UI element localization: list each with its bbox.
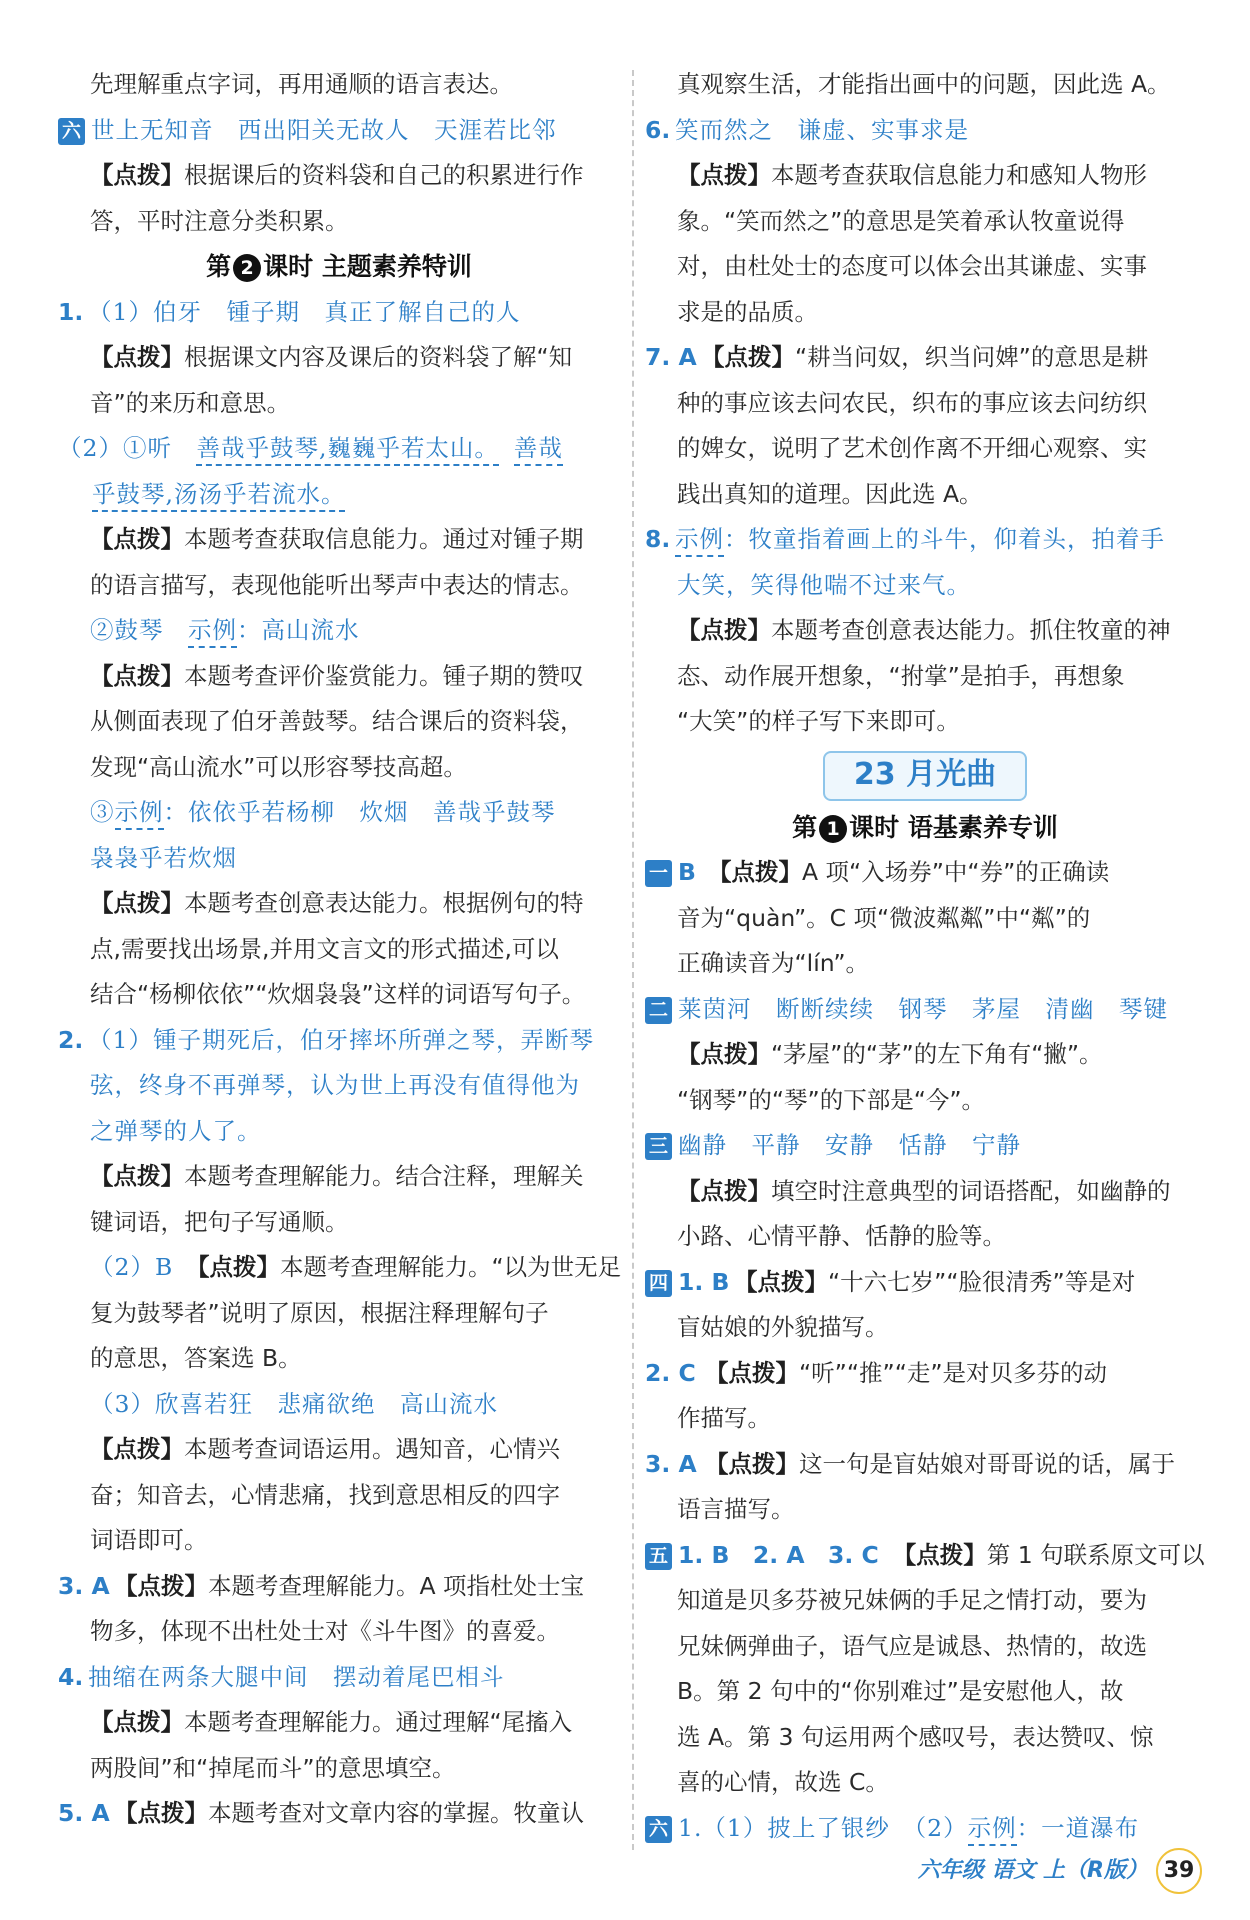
tip-tag: 【点拨】 bbox=[90, 1162, 184, 1190]
question-8 bbox=[645, 517, 1205, 563]
question-3 bbox=[58, 1564, 620, 1610]
heading-pre: 第 bbox=[206, 252, 232, 281]
text-line: 真观察生活，才能指出画中的问题，因此选 A。 bbox=[677, 70, 1171, 98]
answer-six bbox=[58, 108, 620, 154]
tip-text: 这一句是盲姑娘对哥哥说的话，属于 bbox=[799, 1449, 1175, 1478]
left-column bbox=[58, 62, 620, 1837]
tip-text: 第 1 句联系原文可以 bbox=[986, 1540, 1205, 1569]
tip-line bbox=[645, 1169, 1205, 1215]
text-line: 先理解重点字词，再用通顺的语言表达。 bbox=[90, 70, 513, 98]
answer-text: ：依依乎若杨柳 炊烟 善哉乎鼓琴 bbox=[163, 798, 556, 826]
tip-text: 本题考查获取信息能力和感知人物形 bbox=[771, 161, 1147, 189]
tip-tag: 【点拨】 bbox=[90, 661, 184, 690]
tip-text: 本题考查理解能力。A 项指杜处士宝 bbox=[208, 1571, 585, 1600]
question-1 bbox=[58, 290, 620, 336]
answer-line bbox=[58, 472, 620, 518]
section-three bbox=[645, 1123, 1205, 1169]
tip-line: 的语言描写，表现他能听出琴声中表达的情志。 bbox=[90, 570, 584, 599]
section-five-badge: 五 bbox=[645, 1543, 672, 1570]
answer-text: 乎鼓琴,汤汤乎若流水。 bbox=[92, 480, 345, 512]
tip-text: 本题考查对文章内容的掌握。牧童认 bbox=[208, 1799, 584, 1827]
tip-line: 种的事应该去问农民，织布的事应该去问纺织 bbox=[677, 388, 1147, 417]
tip-line bbox=[58, 1427, 620, 1473]
question-2 bbox=[58, 1018, 620, 1064]
tip-line: 兄妹俩弹曲子，语气应是诚恳、热情的，故选 bbox=[677, 1631, 1147, 1660]
tip-tag: 【点拨】 bbox=[705, 1449, 799, 1478]
lesson-heading bbox=[645, 805, 1205, 851]
tip-text: “茅屋”的“茅”的左下角有“撇”。 bbox=[771, 1040, 1103, 1068]
tip-line: 的婢女，说明了艺术创作离不开细心观察、实 bbox=[677, 434, 1147, 462]
section-six bbox=[645, 1806, 1205, 1852]
tip-line bbox=[58, 1700, 620, 1746]
answer-text: （3）欣喜若狂 悲痛欲绝 高山流水 bbox=[90, 1389, 498, 1418]
tip-tag: 【点拨】 bbox=[677, 1040, 771, 1068]
tip-tag: 【点拨】 bbox=[90, 343, 184, 371]
tip-line: 复为鼓琴者”说明了原因，根据注释理解句子 bbox=[90, 1298, 549, 1327]
answer-line bbox=[58, 1063, 620, 1109]
tip-line bbox=[58, 881, 620, 927]
section-six-badge: 六 bbox=[58, 118, 85, 145]
section-one-badge: 一 bbox=[645, 860, 672, 887]
section-four bbox=[645, 1260, 1205, 1306]
tip-line: 的意思，答案选 B。 bbox=[90, 1344, 302, 1372]
tip-line bbox=[58, 335, 620, 381]
lesson-title: 23 月光曲 bbox=[823, 751, 1027, 801]
tip-line: 答，平时注意分类积累。 bbox=[90, 206, 349, 235]
heading-text: 课时 主题素养特训 bbox=[263, 252, 472, 281]
section-two bbox=[645, 987, 1205, 1033]
tip-text: 本题考查理解能力。通过理解“尾搐入 bbox=[184, 1708, 573, 1736]
question-number: 2. bbox=[58, 1025, 84, 1054]
tip-text: 本题考查创意表达能力。根据例句的特 bbox=[184, 889, 584, 917]
tip-text: “听”“推”“走”是对贝多芬的动 bbox=[799, 1358, 1108, 1387]
tip-tag: 【点拨】 bbox=[197, 1253, 280, 1281]
tip-line: 态、动作展开想象，“拊掌”是拍手，再想象 bbox=[677, 661, 1125, 690]
answer-line bbox=[58, 1382, 620, 1428]
tip-line: 语言描写。 bbox=[677, 1495, 795, 1523]
tip-line bbox=[58, 654, 620, 700]
tip-line: 践出真知的道理。因此选 A。 bbox=[677, 479, 983, 508]
answer-text: ③ bbox=[90, 798, 115, 826]
question-number: 1. bbox=[58, 297, 84, 326]
tip-line: 结合“杨柳依依”“炊烟袅袅”这样的词语写句子。 bbox=[90, 980, 586, 1008]
question-number: 7. A bbox=[645, 343, 697, 371]
question-5 bbox=[58, 1791, 620, 1837]
lesson-heading bbox=[58, 244, 620, 290]
tip-tag: 【点拨】 bbox=[90, 525, 184, 553]
tip-line: 象。“笑而然之”的意思是笑着承认牧童说得 bbox=[677, 206, 1125, 235]
answer-text: 笑而然之 谦虚、实事求是 bbox=[675, 115, 969, 144]
tip-tag: 【点拨】 bbox=[90, 889, 184, 917]
tip-line: 知道是贝多芬被兄妹俩的手足之情打动，要为 bbox=[677, 1586, 1147, 1614]
tip-line bbox=[58, 1154, 620, 1200]
tip-line: 两股间”和“掉尾而斗”的意思填空。 bbox=[90, 1753, 456, 1782]
tip-line bbox=[645, 608, 1205, 654]
tip-line: 喜的心情，故选 C。 bbox=[677, 1768, 889, 1796]
tip-line: 小路、心情平静、恬静的脸等。 bbox=[677, 1222, 1006, 1250]
section-two-badge: 二 bbox=[645, 997, 672, 1024]
answer-line bbox=[58, 608, 620, 654]
heading-number-badge: 2 bbox=[233, 254, 261, 282]
tip-text: 本题考查创意表达能力。抓住牧童的神 bbox=[771, 616, 1171, 644]
answer-line bbox=[645, 563, 1205, 609]
section-five bbox=[645, 1533, 1205, 1579]
question-number: 2. C bbox=[645, 1358, 696, 1387]
tip-line: 对，由杜处士的态度可以体会出其谦虚、实事 bbox=[677, 252, 1147, 280]
heading-number-badge: 1 bbox=[819, 815, 847, 843]
tip-text: 填空时注意典型的词语搭配，如幽静的 bbox=[771, 1176, 1171, 1205]
answer-line bbox=[58, 1109, 620, 1155]
tip-line: 正确读音为“lín”。 bbox=[677, 949, 870, 977]
question-number: 8. bbox=[645, 525, 671, 553]
tip-line: 发现“高山流水”可以形容琴技高超。 bbox=[90, 752, 467, 781]
answer-text: 世上无知音 西出阳关无故人 天涯若比邻 bbox=[91, 115, 557, 144]
answer-text: 抽缩在两条大腿中间 摆动着尾巴相斗 bbox=[88, 1662, 505, 1691]
tip-text: “耕当问奴，织当问婢”的意思是耕 bbox=[795, 343, 1149, 371]
answer-line bbox=[58, 790, 620, 836]
tip-line: 物多，体现不出杜处士对《斗牛图》的喜爱。 bbox=[90, 1617, 560, 1645]
tip-tag: 【点拨】 bbox=[705, 1358, 799, 1387]
right-column bbox=[645, 62, 1205, 1851]
question-6 bbox=[645, 108, 1205, 154]
tip-line: 求是的品质。 bbox=[677, 297, 818, 326]
tip-text: 根据课后的资料袋和自己的积累进行作 bbox=[184, 161, 584, 189]
answer-text: 幽静 平静 安静 恬静 宁静 bbox=[678, 1131, 1021, 1159]
question-number: 3. A bbox=[645, 1449, 697, 1478]
tip-tag: 【点拨】 bbox=[114, 1571, 208, 1600]
tip-line: B。第 2 句中的“你别难过”是安慰他人，故 bbox=[677, 1677, 1124, 1705]
tip-line: “钢琴”的“琴”的下部是“今”。 bbox=[677, 1085, 986, 1114]
tip-line: 盲姑娘的外貌描写。 bbox=[677, 1313, 889, 1341]
answer-letters: 1. B 2. A 3. C bbox=[678, 1540, 879, 1569]
example-label: 示例 bbox=[675, 525, 724, 557]
answer-text: ②鼓琴 bbox=[90, 616, 188, 644]
tip-line: 音”的来历和意思。 bbox=[90, 388, 291, 417]
question-4 bbox=[58, 1655, 620, 1701]
tip-tag: 【点拨】 bbox=[734, 1267, 828, 1296]
answer-text: 善哉 bbox=[514, 434, 563, 466]
tip-line: 键词语，把句子写通顺。 bbox=[90, 1207, 349, 1236]
answer-text: （1）锺子期死后，伯牙摔坏所弹之琴，弄断琴 bbox=[88, 1025, 594, 1054]
section-three-badge: 三 bbox=[645, 1133, 672, 1160]
answer-line bbox=[58, 426, 620, 472]
book-title: 六年级 语文 上（R版） bbox=[917, 1858, 1148, 1883]
answer-text: 袅袅乎若炊烟 bbox=[90, 843, 237, 872]
question-7 bbox=[645, 335, 1205, 381]
answer-text: ：牧童指着画上的斗牛，仰着头，拍着手 bbox=[724, 525, 1165, 553]
page-footer bbox=[918, 1848, 1202, 1892]
tip-line bbox=[645, 153, 1205, 199]
tip-text: A 项“入场券”中“券”的正确读 bbox=[802, 858, 1110, 886]
answer-text: 之弹琴的人了。 bbox=[90, 1116, 262, 1145]
question-number: 6. bbox=[645, 115, 671, 144]
question-4-3 bbox=[645, 1442, 1205, 1488]
question-number: 3. A bbox=[58, 1571, 110, 1600]
example-label: 示例 bbox=[188, 616, 237, 648]
tip-text: “十六七岁”“脸很清秀”等是对 bbox=[828, 1267, 1136, 1296]
section-four-badge: 四 bbox=[645, 1270, 672, 1297]
question-number: 5. A bbox=[58, 1799, 110, 1827]
tip-tag: 【点拨】 bbox=[90, 1708, 184, 1736]
tip-line: 词语即可。 bbox=[90, 1526, 208, 1554]
answer-text: ：一道瀑布 bbox=[1016, 1813, 1140, 1842]
question-number: 4. bbox=[58, 1662, 84, 1691]
tip-tag: 【点拨】 bbox=[892, 1540, 987, 1569]
question-number: 1. B bbox=[678, 1267, 730, 1296]
answer-text: 1.（1）披上了银纱 （2） bbox=[678, 1813, 968, 1842]
tip-tag: 【点拨】 bbox=[90, 1435, 184, 1463]
tip-line: 选 A。第 3 句运用两个感叹号，表达赞叹、惊 bbox=[677, 1722, 1154, 1751]
tip-text: 根据课文内容及课后的资料袋了解“知 bbox=[184, 343, 573, 371]
tip-tag: 【点拨】 bbox=[708, 858, 802, 886]
answer-text: （1）伯牙 锺子期 真正了解自己的人 bbox=[88, 297, 521, 326]
answer-letter: B bbox=[678, 858, 696, 886]
heading-text: 课时 语基素养专训 bbox=[849, 812, 1058, 842]
answer-text: 弦，终身不再弹琴，认为世上再没有值得他为 bbox=[90, 1071, 580, 1099]
answer-text: 善哉乎鼓琴,巍巍乎若太山。 bbox=[196, 434, 498, 466]
tip-text: 本题考查获取信息能力。通过对锺子期 bbox=[184, 525, 584, 553]
example-label: 示例 bbox=[968, 1814, 1017, 1846]
tip-tag: 【点拨】 bbox=[677, 161, 771, 189]
tip-tag: 【点拨】 bbox=[701, 343, 795, 371]
tip-line: “大笑”的样子写下来即可。 bbox=[677, 707, 960, 735]
section-six-badge: 六 bbox=[645, 1816, 672, 1843]
answer-text: 大笑，笑得他喘不过来气。 bbox=[677, 570, 971, 599]
tip-tag: 【点拨】 bbox=[677, 616, 771, 644]
tip-line: 从侧面表现了伯牙善鼓琴。结合课后的资料袋， bbox=[90, 707, 584, 735]
answer-text: （2）①听 bbox=[58, 434, 197, 462]
tip-text: 本题考查理解能力。结合注释，理解关 bbox=[184, 1162, 584, 1190]
tip-tag: 【点拨】 bbox=[114, 1799, 208, 1827]
tip-line bbox=[58, 153, 620, 199]
tip-line: 点,需要找出场景,并用文言文的形式描述,可以 bbox=[90, 934, 559, 963]
tip-line bbox=[645, 1032, 1205, 1078]
heading-pre: 第 bbox=[792, 812, 818, 842]
tip-line: 奋；知音去，心情悲痛，找到意思相反的四字 bbox=[90, 1480, 560, 1509]
tip-line: 音为“quàn”。C 项“微波粼粼”中“粼”的 bbox=[677, 903, 1091, 932]
section-one bbox=[645, 850, 1205, 896]
tip-line bbox=[58, 1245, 620, 1291]
answer-line bbox=[58, 836, 620, 882]
answer-text: 莱茵河 断断续续 钢琴 茅屋 清幽 琴键 bbox=[678, 994, 1168, 1023]
column-divider bbox=[632, 70, 634, 1850]
tip-text: 本题考查词语运用。遇知音，心情兴 bbox=[184, 1435, 560, 1463]
tip-tag: 【点拨】 bbox=[677, 1176, 771, 1205]
tip-tag: 【点拨】 bbox=[90, 161, 184, 189]
example-label: 示例 bbox=[115, 798, 164, 830]
page-number: 39 bbox=[1156, 1848, 1202, 1894]
question-4-2 bbox=[645, 1351, 1205, 1397]
tip-line bbox=[58, 517, 620, 563]
tip-text: 本题考查理解能力。“以为世无足 bbox=[279, 1253, 622, 1281]
answer-text: ：高山流水 bbox=[237, 616, 360, 644]
answer-text: （2）B bbox=[90, 1253, 198, 1281]
tip-line: 作描写。 bbox=[677, 1404, 771, 1432]
tip-text: 本题考查评价鉴赏能力。锺子期的赞叹 bbox=[184, 661, 584, 690]
